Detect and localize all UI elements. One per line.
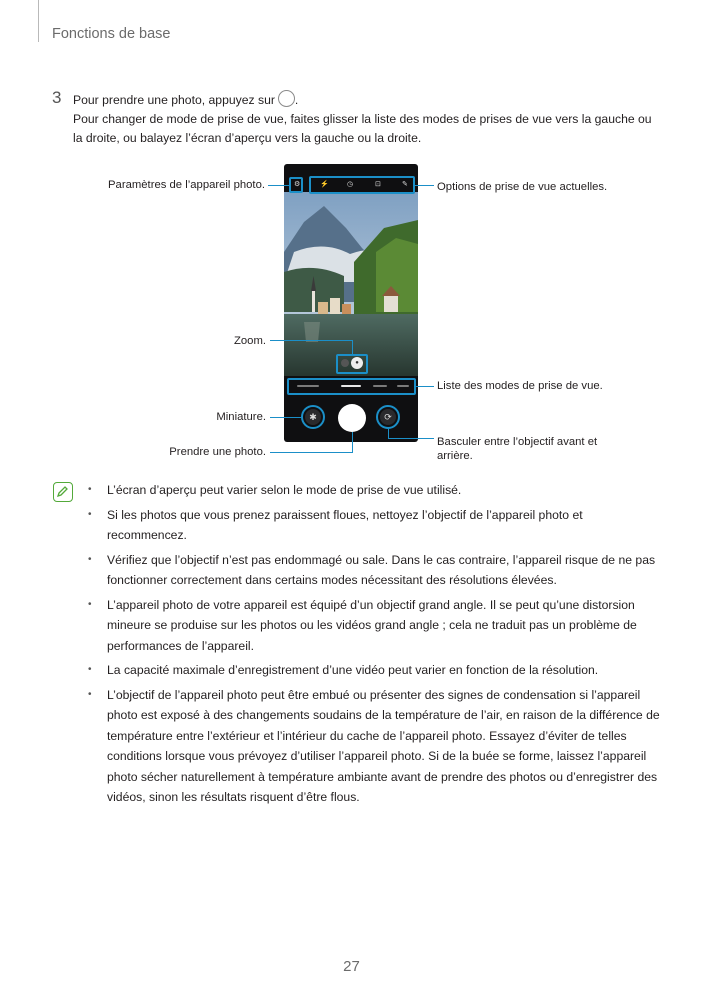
note-item: • Si les photos que vous prenez paraissent floues, nettoyez l’objectif de l’appareil photo et recommencez.	[88, 505, 660, 546]
leader-line	[352, 432, 353, 453]
leader-line	[416, 386, 434, 387]
leader-line	[270, 417, 301, 418]
leader-line	[388, 438, 434, 439]
callout-settings: Paramètres de l’appareil photo.	[108, 179, 265, 191]
note-item: • Vérifiez que l’objectif n’est pas endommagé ou sale. Dans le cas contraire, l’appareil risque de ne pas fonctionner correctement dans certains modes nécessitant des résolutions élevées.	[88, 550, 660, 591]
note-pencil-icon	[53, 482, 73, 502]
note-item: • L’objectif de l’appareil photo peut être embué ou présenter des signes de condensation si l’appareil photo est exposé à des changements soudains de la température de l’air, en raison de la différence de température entre l’extérieur et l’intérieur du cache de l’appareil photo. Essayez d’éviter de telles conditions lorsque vous prévoyez d’utiliser l’appareil photo. Si de la buée se forme, laissez l’appareil photo sécher naturellement à température ambiante avant de prendre des photos ou d’enregistrer des vidéos, sinon les résultats risquent d’être flous.	[88, 685, 660, 808]
landscape-photo	[284, 192, 418, 376]
callout-switch-line-1: Basculer entre l’objectif avant et	[437, 436, 598, 448]
step-line-2: Pour changer de mode de prise de vue, faites glisser la liste des modes de prises de vue vers la gauche ou la droite, ou balayez l’écran d’aperçu vers la gauche ou la droite.	[73, 112, 652, 145]
section-header: Fonctions de base	[52, 26, 171, 42]
shutter-button-icon	[278, 90, 295, 107]
step-line-1-period: .	[294, 93, 299, 107]
gear-icon[interactable]: ⚙	[294, 181, 301, 188]
shutter-button[interactable]	[338, 404, 366, 432]
callout-zoom: Zoom.	[233, 335, 266, 347]
gallery-thumbnail-icon[interactable]: ✱	[305, 409, 321, 425]
callout-modes: Liste des modes de prise de vue.	[437, 380, 603, 392]
thumbnail-highlight	[301, 405, 325, 429]
timer-icon[interactable]: ◷	[347, 181, 354, 188]
leader-line	[415, 185, 434, 186]
notes-list	[88, 480, 660, 812]
callout-take-photo: Prendre une photo.	[169, 446, 266, 458]
step-line-1-text: Pour prendre une photo, appuyez sur	[73, 93, 275, 107]
callout-switch-line-2: arrière.	[437, 450, 473, 462]
magic-wand-icon[interactable]: ✎	[402, 181, 408, 188]
leader-line	[270, 340, 352, 341]
note-item: • L’appareil photo de votre appareil est équipé d’un objectif grand angle. Il se peut qu’une distorsion mineure se produise sur les photos ou les vidéos grand angle ; cela ne traduit pas un problème de performances de l’appareil.	[88, 595, 660, 657]
callout-switch	[437, 435, 597, 463]
step-instructions	[73, 90, 663, 148]
note-item: • La capacité maximale d’enregistrement d’une vidéo peut varier en fonction de la résolution.	[88, 660, 660, 681]
options-highlight	[309, 176, 415, 194]
callout-options: Options de prise de vue actuelles.	[437, 181, 608, 193]
leader-line	[268, 185, 289, 186]
modes-highlight	[287, 378, 416, 395]
camera-screen-illustration	[284, 164, 418, 442]
camera-preview	[284, 192, 418, 376]
leader-line	[352, 340, 353, 354]
leader-line	[388, 429, 389, 438]
callout-thumbnail: Miniature.	[216, 411, 266, 423]
zoom-highlight	[336, 354, 368, 374]
flash-icon[interactable]: ⚡	[320, 181, 329, 188]
leader-line	[270, 452, 352, 453]
page-number: 27	[343, 958, 360, 975]
note-item: • L’écran d’aperçu peut varier selon le mode de prise de vue utilisé.	[88, 480, 660, 501]
zoom-wide-button[interactable]: ●	[351, 357, 363, 369]
step-line-1	[73, 90, 663, 110]
step-number: 3	[52, 88, 62, 107]
aspect-ratio-icon[interactable]: ⊡	[375, 181, 381, 188]
settings-highlight	[289, 177, 303, 193]
camera-switch-icon[interactable]: ⟳	[380, 409, 396, 425]
margin-rule	[38, 0, 39, 42]
switch-highlight	[376, 405, 400, 429]
